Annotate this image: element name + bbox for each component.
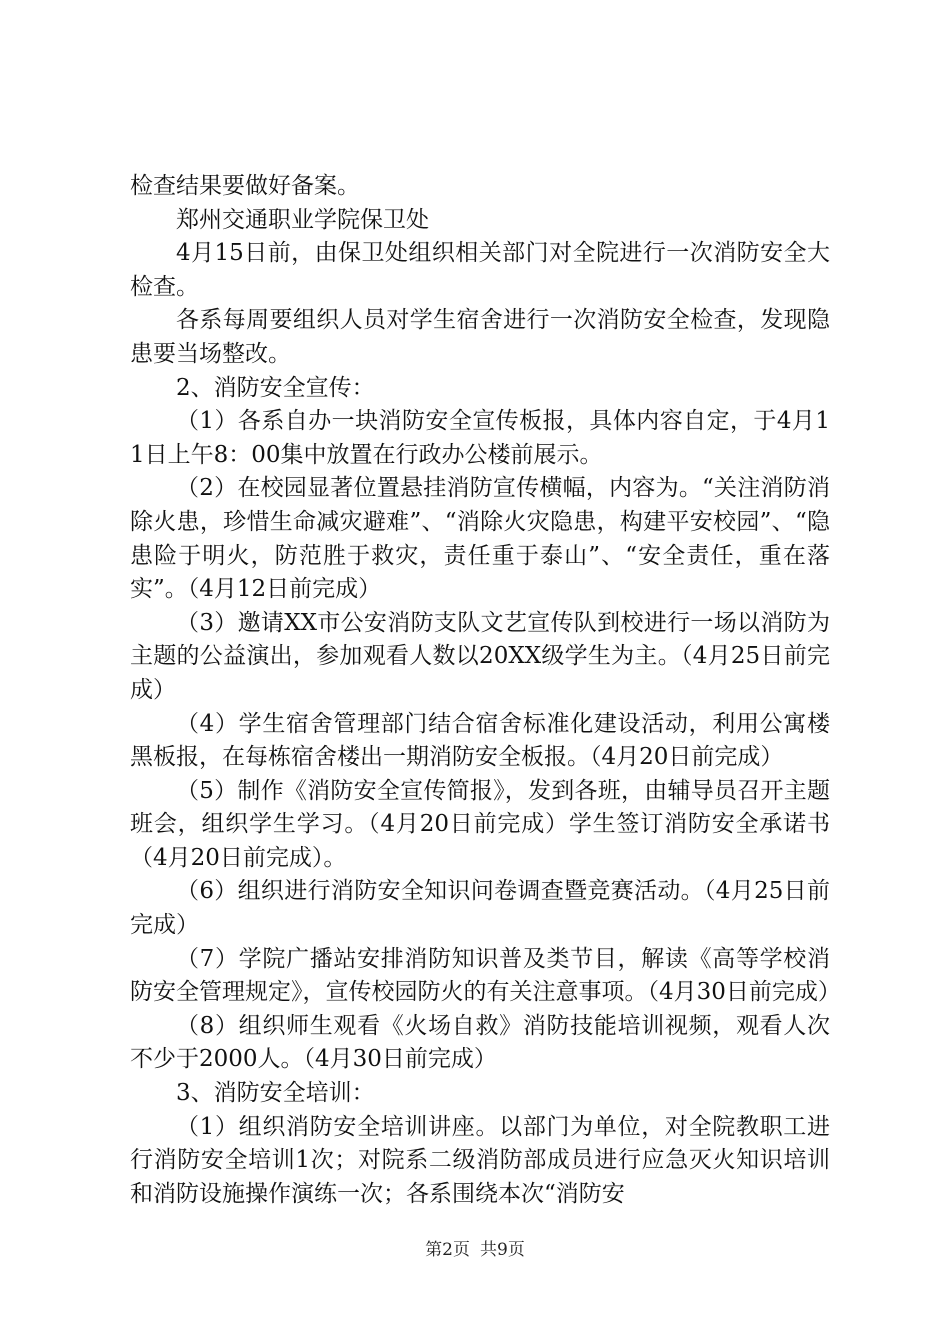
list-item-6: （6）组织进行消防安全知识问卷调查暨竞赛活动。（4月25日前完成） xyxy=(130,878,830,939)
paragraph-weekly-check: 各系每周要组织人员对学生宿舍进行一次消防安全检查，发现隐患要当场整改。 xyxy=(130,307,830,367)
list-item-3: （3）邀请XX市公安消防支队文艺宣传队到校进行一场以消防为主题的公益演出，参加观看人数以20XX级学生为主。（4月25日前完成） xyxy=(130,609,830,703)
page-total: 共9页 xyxy=(480,1240,525,1260)
list-item-4: （4）学生宿舍管理部门结合宿舍标准化建设活动，利用公寓楼黑板报，在每栋宿舍楼出一期消防安全板报。（4月20日前完成） xyxy=(130,710,830,771)
section-heading-publicity: 2、消防安全宣传： xyxy=(176,374,375,401)
list-item-1: （1）各系自办一块消防安全宣传板报，具体内容自定，于4月11日上午8：00集中放置在行政办公楼前展示。 xyxy=(130,408,830,468)
section-heading-training: 3、消防安全培训： xyxy=(176,1080,375,1107)
paragraph-inspection-date: 4月15日前，由保卫处组织相关部门对全院进行一次消防安全大检查。 xyxy=(130,240,830,300)
list-item-8: （8）组织师生观看《火场自救》消防技能培训视频，观看人次不少于2000人。（4月30日前完成） xyxy=(130,1012,830,1073)
training-item-1: （1）组织消防安全培训讲座。以部门为单位，对全院教职工进行消防安全培训1次；对院系二级消防部成员进行应急灭火知识培训和消防设施操作演练一次；各系围绕本次“消防安 xyxy=(130,1113,830,1207)
page-footer xyxy=(0,1238,950,1262)
list-item-5: （5）制作《消防安全宣传简报》，发到各班，由辅导员召开主题班会，组织学生学习。（4月20日前完成）学生签订消防安全承诺书（4月20日前完成）。 xyxy=(130,777,830,871)
page-number: 第2页 xyxy=(425,1240,470,1260)
paragraph-organization: 郑州交通职业学院保卫处 xyxy=(176,206,429,233)
list-item-2: （2）在校园显著位置悬挂消防宣传横幅，内容为。“关注消防消除火患，珍惜生命减灾避难”、“消除火灾隐患，构建平安校园”、“隐患险于明火，防范胜于救灾，责任重于泰山”、“安全责任，重在落实”。（4月12日前完成） xyxy=(130,475,830,603)
list-item-7: （7）学院广播站安排消防知识普及类节目，解读《高等学校消防安全管理规定》，宣传校园防火的有关注意事项。（4月30日前完成） xyxy=(130,945,841,1006)
paragraph-record-note: 检查结果要做好备案。 xyxy=(130,173,360,199)
document-body xyxy=(130,170,841,1211)
